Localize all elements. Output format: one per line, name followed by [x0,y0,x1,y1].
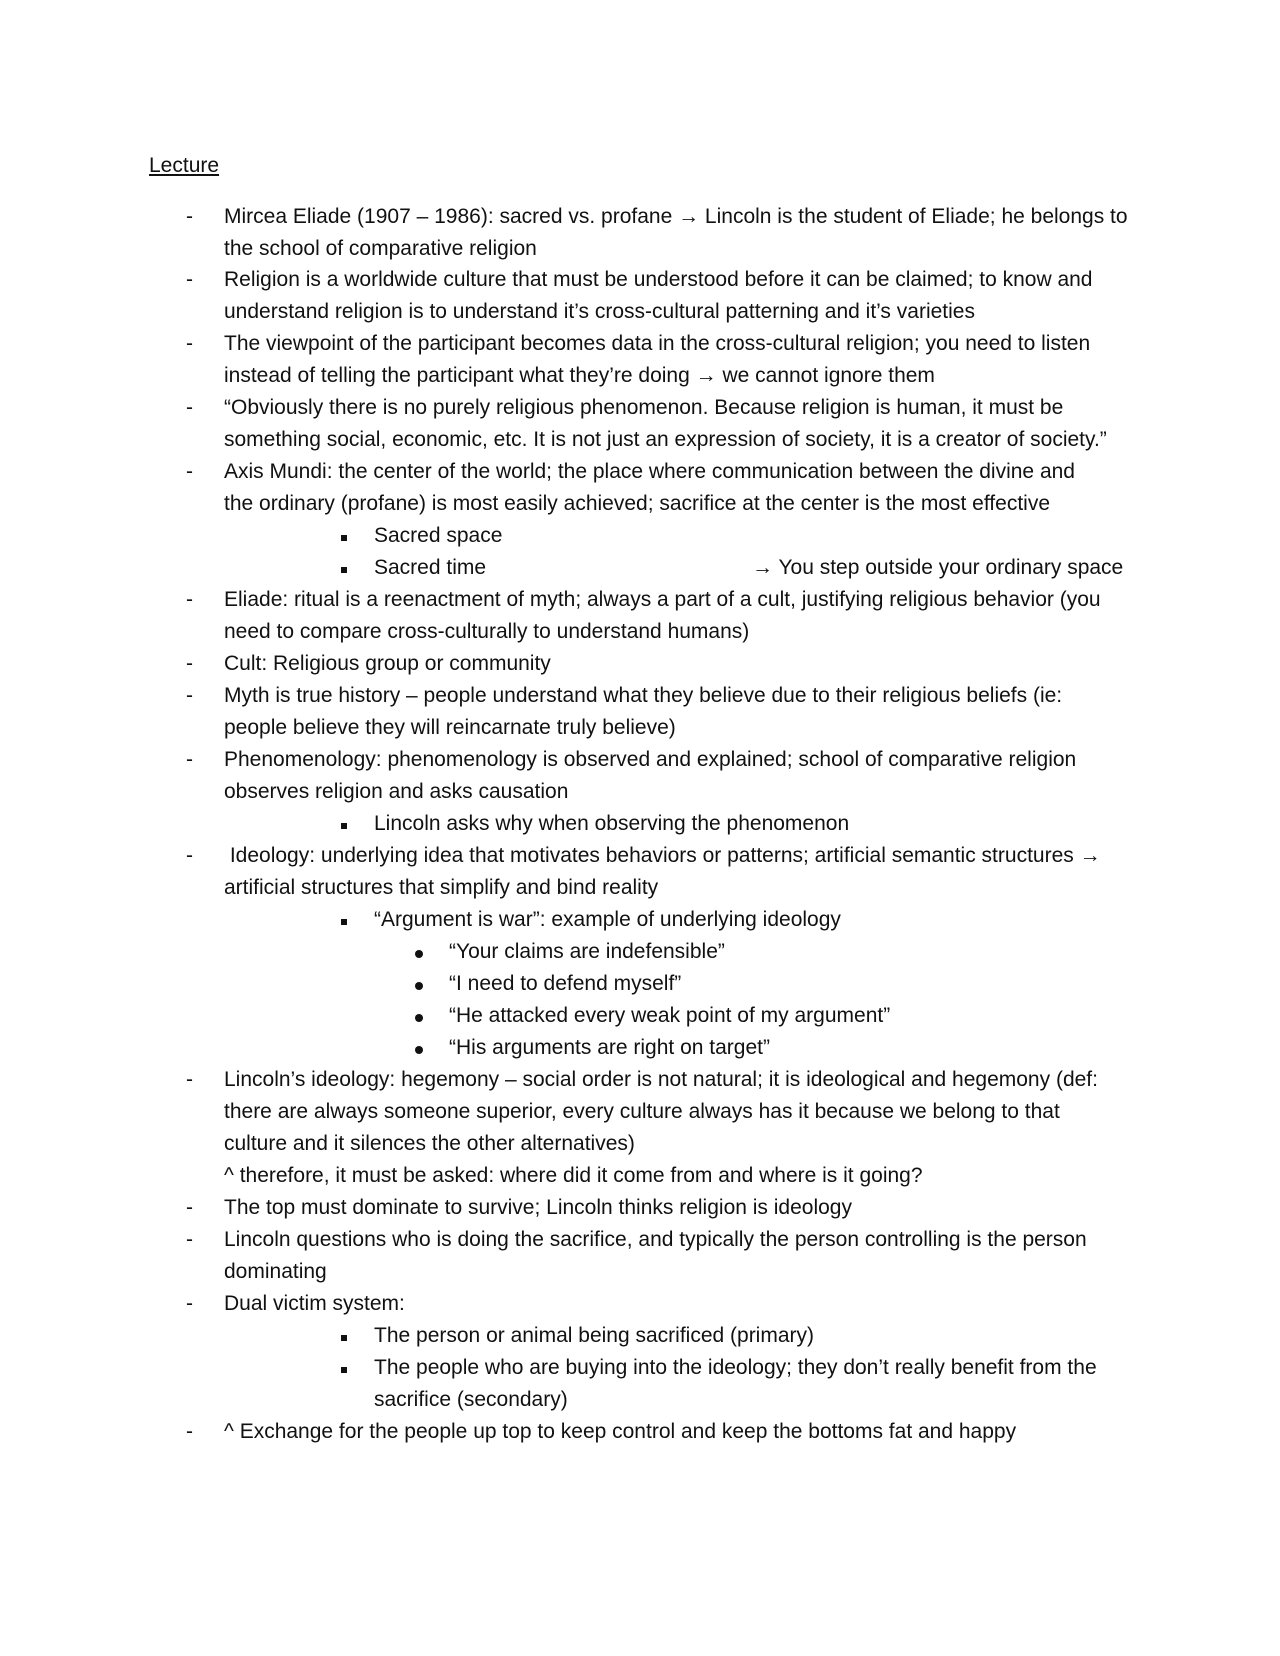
list-dash: - [186,205,193,228]
list-item-text: “Obviously there is no purely religious phenomenon. Because religion is human, it must be [224,396,1064,419]
list-item-text: Ideology: underlying idea that motivates behaviors or patterns; artificial semantic structures → [224,844,1101,867]
list-item-text: understand religion is to understand it’s cross-cultural patterning and it’s varieties [224,300,975,323]
list-dash: - [186,268,193,291]
sub-sub-item-text: “He attacked every weak point of my argument” [449,1004,891,1027]
list-item-text: Mircea Eliade (1907 – 1986): sacred vs. profane → Lincoln is the student of Eliade; he belongs to [224,205,1128,228]
list-item-text: Myth is true history – people understand what they believe due to their religious beliefs (ie: [224,684,1063,707]
list-dash: - [186,1196,193,1219]
square-bullet-icon [341,1335,347,1341]
list-dash: - [186,588,193,611]
list-item-text: ^ therefore, it must be asked: where did it come from and where is it going? [224,1164,923,1187]
list-item-text: Phenomenology: phenomenology is observed and explained; school of comparative religion [224,748,1077,771]
list-item-text: something social, economic, etc. It is not just an expression of society, it is a creator of society.” [224,428,1107,451]
list-dash: - [186,748,193,771]
sub-item-text: Sacred space [374,524,503,547]
list-item-text: people believe they will reincarnate truly believe) [224,716,676,739]
sub-sub-item-text: “His arguments are right on target” [449,1036,770,1059]
sub-item-text: sacrifice (secondary) [374,1388,568,1411]
list-dash: - [186,460,193,483]
list-item-text: Axis Mundi: the center of the world; the place where communication between the divine and [224,460,1075,483]
list-item-text: artificial structures that simplify and bind reality [224,876,659,899]
list-item-text: the ordinary (profane) is most easily achieved; sacrifice at the center is the most effective [224,492,1050,515]
list-item-text: culture and it silences the other alternatives) [224,1132,635,1155]
sub-sub-item-text: “Your claims are indefensible” [449,940,725,963]
list-dash: - [186,684,193,707]
lecture-heading: Lecture [149,154,220,177]
list-dash: - [186,396,193,419]
round-bullet-icon [415,982,423,990]
list-dash: - [186,1068,193,1091]
list-item-text: Lincoln questions who is doing the sacrifice, and typically the person controlling is the person [224,1228,1087,1251]
sub-item-text: Sacred time [374,556,487,579]
arrow-note-text: → You step outside your ordinary space [752,556,1124,579]
list-item-text: Religion is a worldwide culture that must be understood before it can be claimed; to know and [224,268,1093,291]
square-bullet-icon [341,567,347,573]
square-bullet-icon [341,919,347,925]
sub-sub-item-text: “I need to defend myself” [449,972,682,995]
list-item-text: Eliade: ritual is a reenactment of myth; always a part of a cult, justifying religious behavior (you [224,588,1101,611]
list-item-text: need to compare cross-culturally to understand humans) [224,620,750,643]
list-item-text: Dual victim system: [224,1292,405,1315]
square-bullet-icon [341,823,347,829]
round-bullet-icon [415,950,423,958]
list-item-text: Lincoln’s ideology: hegemony – social order is not natural; it is ideological and hegemony (def: [224,1068,1098,1091]
round-bullet-icon [415,1046,423,1054]
list-dash: - [186,332,193,355]
sub-item-text: “Argument is war”: example of underlying ideology [374,908,841,931]
list-item-text: The viewpoint of the participant becomes data in the cross-cultural religion; you need to listen [224,332,1091,355]
list-item-text: ^ Exchange for the people up top to keep control and keep the bottoms fat and happy [224,1420,1017,1443]
list-item-text: The top must dominate to survive; Lincoln thinks religion is ideology [224,1196,852,1219]
sub-item-text: The people who are buying into the ideology; they don’t really benefit from the [374,1356,1097,1379]
list-item-text: instead of telling the participant what they’re doing → we cannot ignore them [224,364,935,387]
square-bullet-icon [341,535,347,541]
sub-item-text: The person or animal being sacrificed (primary) [374,1324,815,1347]
list-dash: - [186,652,193,675]
list-dash: - [186,844,193,867]
square-bullet-icon [341,1367,347,1373]
sub-item-text: Lincoln asks why when observing the phenomenon [374,812,850,835]
list-item-text: Cult: Religious group or community [224,652,551,675]
list-item-text: the school of comparative religion [224,237,537,260]
list-dash: - [186,1420,193,1443]
list-item-text: dominating [224,1260,327,1283]
round-bullet-icon [415,1014,423,1022]
list-dash: - [186,1292,193,1315]
list-item-text: there are always someone superior, every culture always has it because we belong to that [224,1100,1060,1123]
list-dash: - [186,1228,193,1251]
list-item-text: observes religion and asks causation [224,780,569,803]
